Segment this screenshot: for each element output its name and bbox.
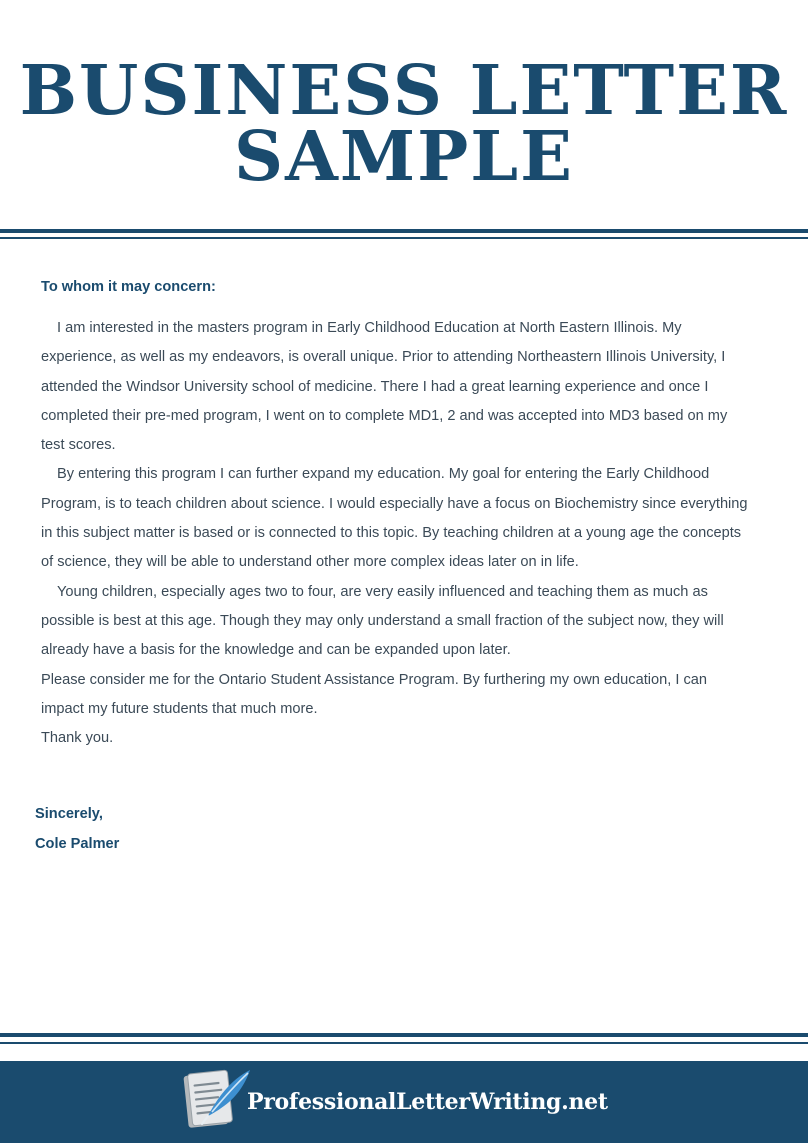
- header-divider-thick: [0, 229, 808, 233]
- salutation: To whom it may concern:: [41, 279, 216, 295]
- letter-closing: [35, 800, 119, 859]
- page-title: [0, 51, 808, 197]
- letter-paragraph-2: By entering this program I can further expand my education. My goal for entering the Early Childhood Program, is to teach children about science. I would especially have a focus on Biochemistry since everything in this subject matter is based or is connected to this topic. By teaching children at a young age the concepts of science, they will be able to understand other more complex ideas later on in life.: [41, 466, 748, 571]
- footer-divider-thin: [0, 1042, 808, 1044]
- signature-name: Cole Palmer: [35, 835, 120, 852]
- quill-and-paper-icon: [182, 1066, 254, 1132]
- title-line-1: BUSINESS LETTER: [19, 51, 789, 131]
- letter-paragraph-3: Young children, especially ages two to four, are very easily influenced and teaching them as much as possible is best at this age. Though they may only understand a small fraction of the subject now, they will already have a basis for the knowledge and can be expanded upon later.: [41, 583, 724, 659]
- brand-name: ProfessionalLetterWriting.net: [247, 1089, 608, 1115]
- header-divider-thin: [0, 237, 808, 239]
- letter-paragraph-4: Please consider me for the Ontario Student Assistance Program. By furthering my own education, I can impact my future students that much more.: [41, 671, 707, 717]
- title-line-2: SAMPLE: [234, 117, 574, 197]
- letter-body: [41, 276, 753, 753]
- closing-text: Sincerely,: [35, 806, 103, 822]
- letter-paragraph-5: Thank you.: [41, 730, 114, 747]
- letter-paragraph-1: I am interested in the masters program in Early Childhood Education at North Eastern Illinois. My experience, as well as my endeavors, is overall unique. Prior to attending Northeastern Illinois University, I attended the Windsor University school of medicine. There I had a great learning experience and once I completed their pre-med program, I went on to complete MD1, 2 and was accepted into MD3 based on my test scores.: [41, 320, 728, 454]
- footer-divider-thick: [0, 1033, 808, 1037]
